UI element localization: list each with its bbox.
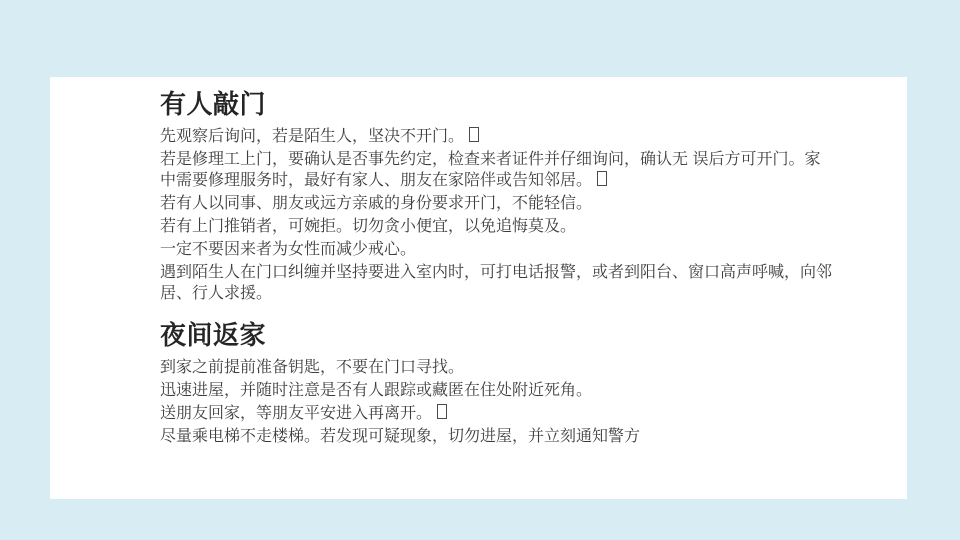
tip-paragraph [160,262,836,304]
tip-paragraph [160,357,836,378]
tip-paragraph [160,380,836,401]
tip-text: 一定不要因来者为女性而减少戒心。 [160,241,417,258]
slide-content-card [50,77,907,499]
section-someone-knocking [160,88,836,304]
tip-paragraph [160,216,836,237]
tip-paragraph [160,149,836,191]
tip-paragraph [160,239,836,260]
missing-glyph-box [597,171,607,186]
missing-glyph-box [437,404,447,419]
tip-text: 若有人以同事、朋友或远方亲戚的身份要求开门，不能轻信。 [160,195,593,212]
section-title: 夜间返家 [160,320,267,350]
tip-text: 若有上门推销者，可婉拒。切勿贪小便宜，以免追悔莫及。 [160,218,577,235]
tip-text: 遇到陌生人在门口纠缠并坚持要进入室内时，可打电话报警，或者到阳台、窗口高声呼喊，向邻居、行人求援。 [160,264,833,302]
tip-text: 到家之前提前准备钥匙，不要在门口寻找。 [160,359,465,376]
missing-glyph-box [469,127,479,142]
tip-text: 迅速进屋，并随时注意是否有人跟踪或藏匿在住处附近死角。 [160,382,593,399]
section-title: 有人敲门 [160,89,267,119]
tip-paragraph [160,126,836,147]
tip-text: 若是修理工上门，要确认是否事先约定，检查来者证件并仔细询问，确认无 误后方可开门。家中需要修理服务时，最好有家人、朋友在家陪伴或告知邻居。 [160,151,821,189]
tip-paragraph [160,403,836,424]
tip-paragraph [160,426,836,447]
tip-text: 送朋友回家，等朋友平安进入再离开。 [160,405,433,422]
slide-text-block [160,88,836,449]
section-returning-home-at-night [160,319,836,447]
tip-text: 尽量乘电梯不走楼梯。若发现可疑现象，切勿进屋，并立刻通知警方 [160,428,641,445]
tip-text: 先观察后询问，若是陌生人，坚决不开门。 [160,128,465,145]
tip-paragraph [160,193,836,214]
